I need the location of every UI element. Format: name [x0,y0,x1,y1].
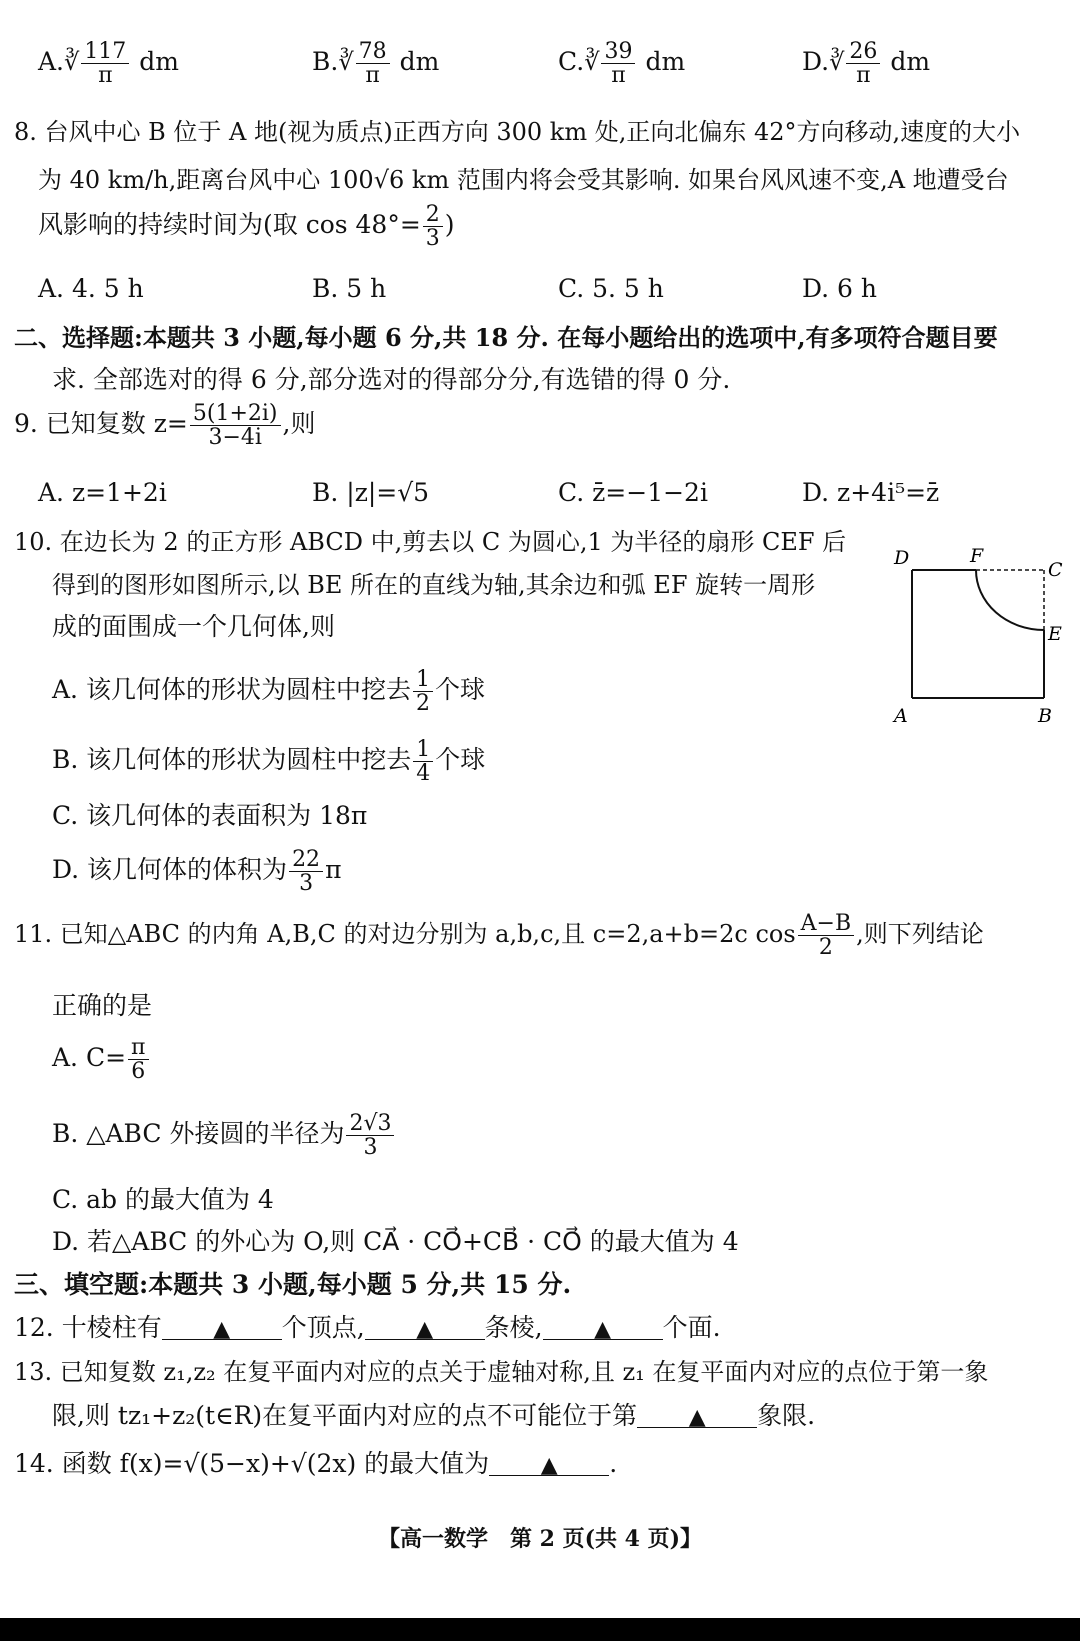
q8-option-a: A. 4. 5 h [38,274,144,303]
fig-label-e: E [1048,623,1062,645]
section2-instructions: 求. 全部选对的得 6 分,部分选对的得部分分,有选错的得 0 分. [52,365,731,394]
q10-line1: 10. 在边长为 2 的正方形 ABCD 中,剪去以 C 为圆心,1 为半径的扇形 CEF 后 [14,528,847,556]
fig-label-d: D [894,547,910,569]
q10-option-a: A. 该几何体的形状为圆柱中挖去 $\frac{1}{2}$ 个球 [52,667,485,717]
q8-option-d: D. 6 h [802,274,877,303]
bottom-border [0,1618,1080,1641]
q11-option-b: B. △ABC 外接圆的半径为 $\frac{2√3}{3}$ [52,1112,396,1159]
q9-option-a: A. z=1+2i [38,478,167,507]
q11-line2: 正确的是 [52,991,153,1020]
q11-option-c: C. ab 的最大值为 4 [52,1185,274,1214]
q9-stem: 9. 已知复数 z= $\frac{5(1+2i)}{3-4i}$ ,则 [14,401,316,451]
q8-option-c: C. 5. 5 h [558,274,664,303]
q13-blank-quadrant[interactable]: ▲ [637,1401,757,1428]
q7-option-b: B.∛ $\frac{78}{\pi}$ dm [312,39,440,89]
q10-line2: 得到的图形如图所示,以 BE 所在的直线为轴,其余边和弧 EF 旋转一周形 [52,571,816,599]
fig-arc-ef [976,570,1044,630]
q10-option-d: D. 该几何体的体积为 $\frac{22}{3}$ π [52,847,342,897]
q12-blank-vertices[interactable]: ▲ [162,1313,282,1340]
q11-option-a: A. C= $\frac{\pi}{6}$ [52,1036,151,1083]
q9-option-d: D. z+4i⁵=z̄ [802,478,940,507]
q11-line1: 11. 已知△ABC 的内角 A,B,C 的对边分别为 a,b,c,且 c=2,a+b=2c cos $\frac{A-B}{2}$ ,则下列结论 [14,911,984,961]
fig-label-f: F [970,545,984,567]
q8-line3: 风影响的持续时间为(取 cos 48°= $\frac{2}{3}$ ) [38,202,455,252]
q14-blank-max[interactable]: ▲ [489,1449,609,1476]
section3-heading: 三、填空题:本题共 3 小题,每小题 5 分,共 15 分. [14,1270,572,1299]
fig-label-b: B [1038,705,1052,727]
section2-heading: 二、选择题:本题共 3 小题,每小题 6 分,共 18 分. 在每小题给出的选项中,有多项符合题目要 [14,323,998,352]
q14: 14. 函数 f(x)=√(5−x)+√(2x) 的最大值为 ▲ . [14,1449,618,1478]
q12: 12. 十棱柱有 ▲ 个顶点, ▲ 条棱, ▲ 个面. [14,1313,721,1342]
q13-line2: 限,则 tz₁+z₂(t∈R)在复平面内对应的点不可能位于第 ▲ 象限. [52,1401,816,1430]
q10-option-b: B. 该几何体的形状为圆柱中挖去 $\frac{1}{4}$ 个球 [52,737,486,787]
q7-option-a: A.∛ $\frac{117}{\pi}$ dm [38,39,179,89]
fig-label-c: C [1048,559,1063,581]
fig-label-a: A [894,705,908,727]
q8-option-b: B. 5 h [312,274,387,303]
q8-line1: 8. 台风中心 B 位于 A 地(视为质点)正西方向 300 km 处,正向北偏东 42°方向移动,速度的大小 [14,118,1021,146]
q10-line3: 成的面围成一个几何体,则 [52,612,335,641]
q8-line2: 为 40 km/h,距离台风中心 100√6 km 范围内将会受其影响. 如果台风风速不变,A 地遭受台 [38,166,1009,194]
page-footer: 【高一数学 第 2 页(共 4 页)】 [377,1526,703,1552]
q13-line1: 13. 已知复数 z₁,z₂ 在复平面内对应的点关于虚轴对称,且 z₁ 在复平面内对应的点位于第一象 [14,1358,989,1386]
q10-option-c: C. 该几何体的表面积为 18π [52,801,368,830]
q7-option-d: D.∛ $\frac{26}{\pi}$ dm [802,39,931,89]
q12-blank-faces[interactable]: ▲ [543,1313,663,1340]
q9-option-b: B. |z|=√5 [312,478,430,507]
q9-option-c: C. z̄=−1−2i [558,478,708,507]
q12-blank-edges[interactable]: ▲ [365,1313,485,1340]
q11-option-d: D. 若△ABC 的外心为 O,则 CA⃗ · CO⃗+CB⃗ · CO⃗ 的最大值为 4 [52,1227,739,1256]
q10-figure [888,542,1063,727]
q7-option-c: C.∛ $\frac{39}{\pi}$ dm [558,39,686,89]
